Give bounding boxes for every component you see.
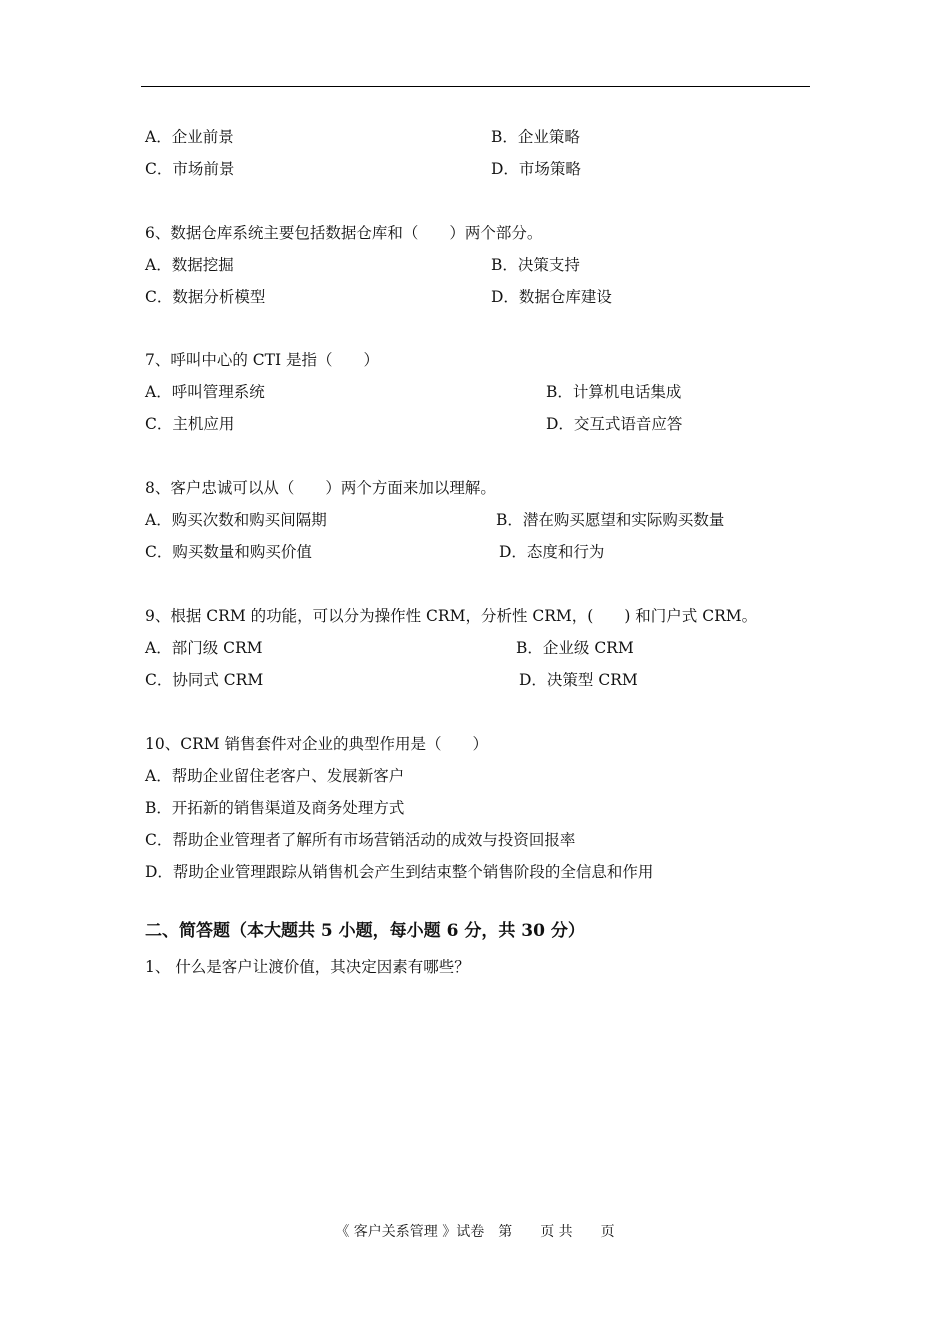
q5-option-c: C．市场前景 (145, 160, 235, 178)
q7-stem: 7、呼叫中心的 CTI 是指（ ） (145, 351, 380, 369)
short-answer-q1: 1、 什么是客户让渡价值，其决定因素有哪些？ (145, 958, 470, 976)
q7-option-d: D．交互式语音应答 (546, 415, 683, 433)
q10-option-b: B．开拓新的销售渠道及商务处理方式 (145, 799, 405, 817)
q9-option-c: C．协同式 CRM (145, 671, 264, 689)
q8-option-c: C．购买数量和购买价值 (145, 543, 312, 561)
header-rule (141, 86, 810, 87)
page-footer: 《 客户关系管理 》试卷 第 页 共 页 (335, 1224, 615, 1240)
q9-stem: 9、根据 CRM 的功能，可以分为操作性 CRM，分析性 CRM，( ) 和门户式 CRM。 (145, 607, 758, 625)
q5-option-d: D．市场策略 (491, 160, 581, 178)
q8-option-a: A．购买次数和购买间隔期 (145, 511, 327, 529)
q7-option-a: A．呼叫管理系统 (145, 383, 265, 401)
q7-option-b: B．计算机电话集成 (546, 383, 682, 401)
q7-option-c: C．主机应用 (145, 415, 235, 433)
q6-stem: 6、数据仓库系统主要包括数据仓库和（ ）两个部分。 (145, 224, 543, 242)
q9-option-d: D．决策型 CRM (519, 671, 638, 689)
q9-option-b: B．企业级 CRM (516, 639, 634, 657)
q10-option-c: C．帮助企业管理者了解所有市场营销活动的成效与投资回报率 (145, 831, 576, 849)
q10-option-d: D．帮助企业管理跟踪从销售机会产生到结束整个销售阶段的全信息和作用 (145, 863, 654, 881)
q8-option-b: B．潜在购买愿望和实际购买数量 (496, 511, 725, 529)
q5-option-a: A．企业前景 (145, 128, 234, 146)
q10-stem: 10、CRM 销售套件对企业的典型作用是（ ） (145, 735, 489, 753)
q9-option-a: A．部门级 CRM (145, 639, 263, 657)
q8-option-d: D．态度和行为 (499, 543, 605, 561)
q10-option-a: A．帮助企业留住老客户、发展新客户 (145, 767, 405, 785)
q8-stem: 8、客户忠诚可以从（ ）两个方面来加以理解。 (145, 479, 496, 497)
section-heading-short-answer: 二、简答题（本大题共 5 小题，每小题 6 分，共 30 分） (145, 921, 585, 941)
q6-option-d: D．数据仓库建设 (491, 288, 612, 306)
q6-option-b: B．决策支持 (491, 256, 580, 274)
q6-option-a: A．数据挖掘 (145, 256, 234, 274)
q5-option-b: B．企业策略 (491, 128, 580, 146)
q6-option-c: C．数据分析模型 (145, 288, 266, 306)
